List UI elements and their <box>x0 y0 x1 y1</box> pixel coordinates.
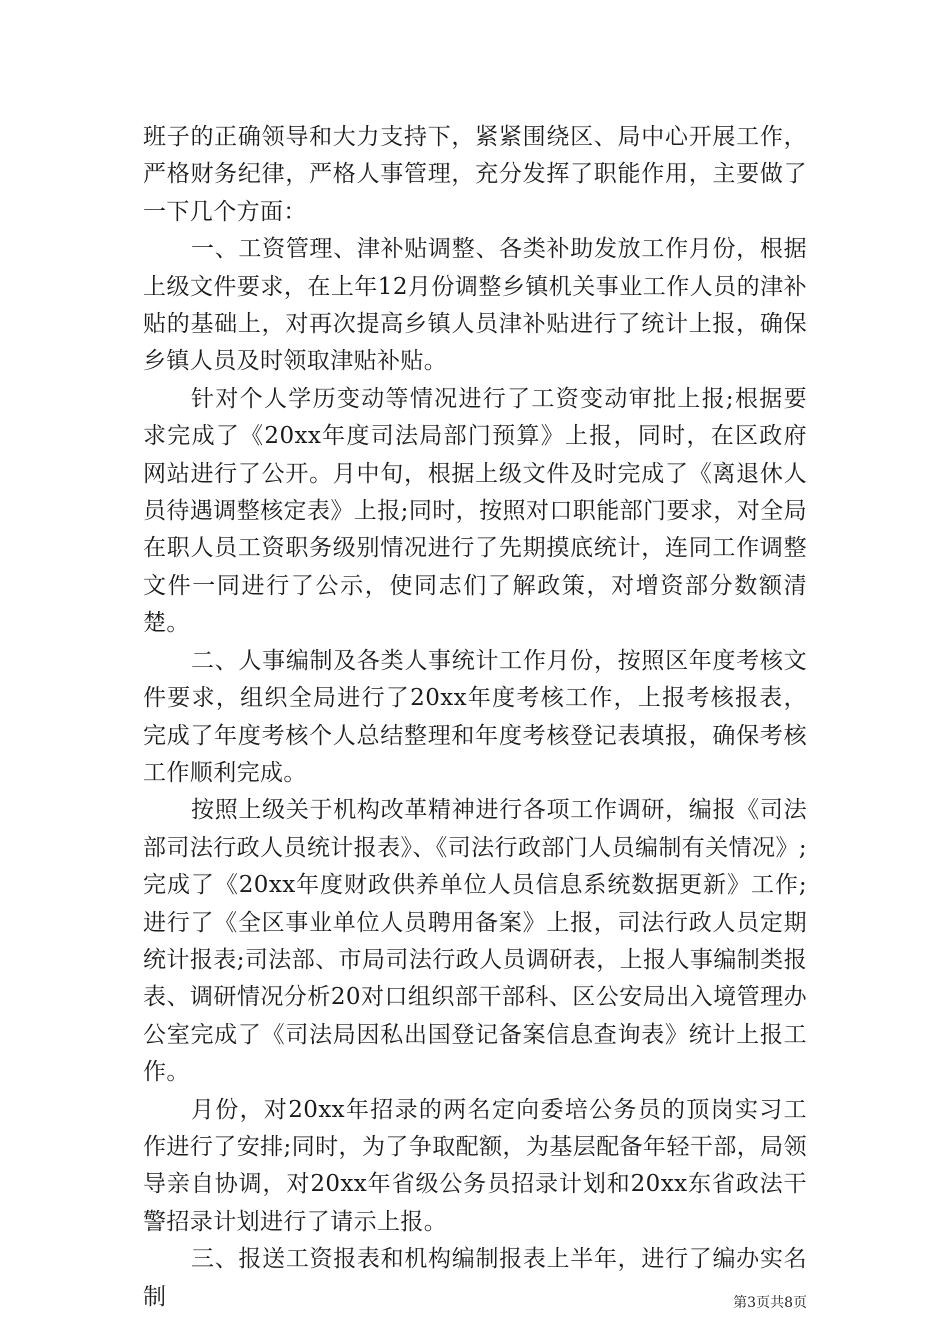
paragraph-2: 一、工资管理、津补贴调整、各类补助发放工作月份，根据上级文件要求，在上年12月份调整乡镇机关事业工作人员的津补贴的基础上，对再次提高乡镇人员津补贴进行了统计上报，确保乡镇人员及时领取津贴补贴。 <box>143 236 807 375</box>
page-number: 第3页共8页 <box>733 1295 807 1311</box>
paragraph-4: 二、人事编制及各类人事统计工作月份，按照区年度考核文件要求，组织全局进行了20xx年度考核工作，上报考核报表，完成了年度考核个人总结整理和年度考核登记表填报，确保考核工作顺利完成。 <box>143 647 807 786</box>
paragraph-6: 月份，对20xx年招录的两名定向委培公务员的顶岗实习工作进行了安排;同时，为了争取配额，为基层配备年轻干部，局领导亲自协调，对20xx年省级公务员招录计划和20xx东省政法干警招录计划进行了请示上报。 <box>143 1096 807 1235</box>
paragraph-1: 班子的正确领导和大力支持下，紧紧围绕区、局中心开展工作，严格财务纪律，严格人事管理，充分发挥了职能作用，主要做了一下几个方面： <box>143 124 807 225</box>
document-body <box>143 119 807 1316</box>
paragraph-7: 三、报送工资报表和机构编制报表上半年，进行了编办实名制 <box>143 1246 807 1310</box>
paragraph-3: 针对个人学历变动等情况进行了工资变动审批上报;根据要求完成了《20xx年度司法局部门预算》上报，同时，在区政府网站进行了公开。月中旬，根据上级文件及时完成了《离退休人员待遇调整核定表》上报;同时，按照对口职能部门要求，对全局在职人员工资职务级别情况进行了先期摸底统计，连同工作调整文件一同进行了公示，使同志们了解政策，对增资部分数额清楚。 <box>143 385 807 637</box>
paragraph-5: 按照上级关于机构改革精神进行各项工作调研，编报《司法部司法行政人员统计报表》、《司法行政部门人员编制有关情况》;完成了《20xx年度财政供养单位人员信息系统数据更新》工作;进行了《全区事业单位人员聘用备案》上报，司法行政人员定期统计报表;司法部、市局司法行政人员调研表，上报人事编制类报表、调研情况分析20对口组织部干部科、区公安局出入境管理办公室完成了《司法局因私出国登记备案信息查询表》统计上报工作。 <box>143 797 807 1086</box>
